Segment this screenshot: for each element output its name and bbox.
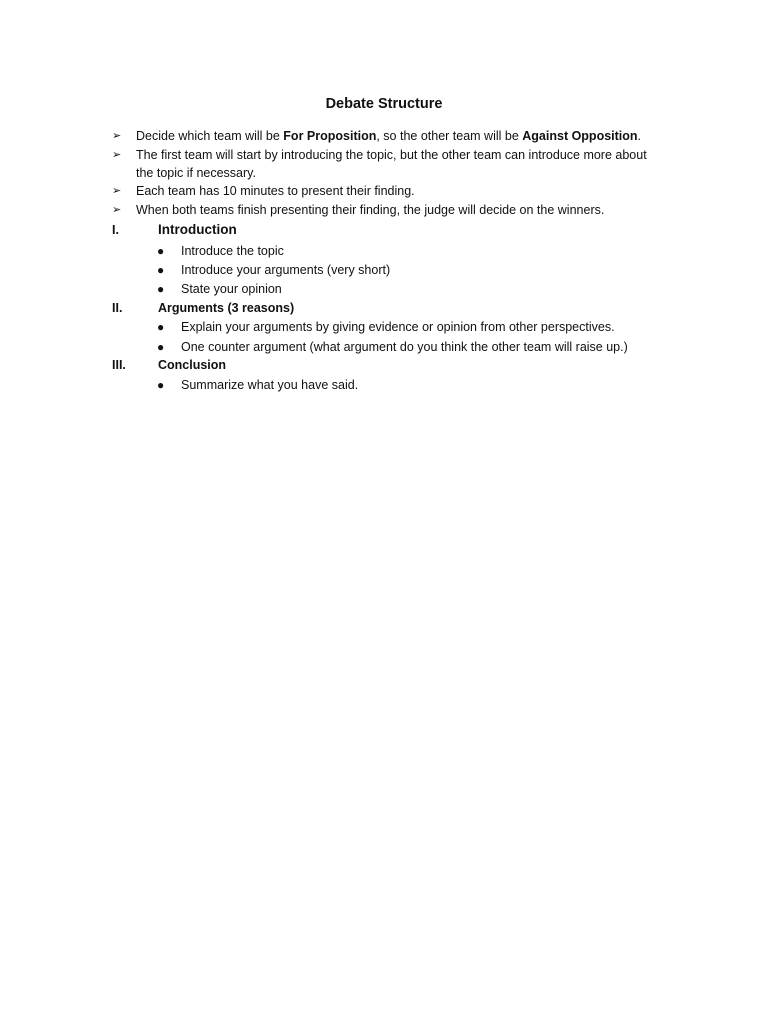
section-1-bullet-1: Introduce the topic: [181, 244, 284, 258]
section-3-bullet-1: Summarize what you have said.: [181, 378, 359, 392]
section-2-numeral: II.: [112, 301, 123, 315]
rule-1-suffix: .: [637, 129, 642, 143]
section-3-numeral: III.: [112, 358, 126, 372]
arrow-bullet-icon: ➢: [112, 185, 122, 197]
section-1-heading: Introduction: [158, 222, 237, 237]
section-2-bullet-1: Explain your arguments by giving evidence or opinion from other perspectives.: [181, 320, 615, 334]
section-2-heading: Arguments (3 reasons): [158, 301, 295, 315]
dot-bullet-icon: ●: [157, 263, 165, 277]
rule-1: [136, 127, 641, 145]
section-2-bullet-2: One counter argument (what argument do you think the other team will raise up.): [181, 340, 628, 354]
against-opposition-text: Against Opposition: [522, 129, 638, 143]
rule-3: Each team has 10 minutes to present their finding.: [136, 184, 415, 198]
arrow-bullet-icon: ➢: [112, 149, 122, 161]
dot-bullet-icon: ●: [157, 378, 165, 392]
document-title: Debate Structure: [325, 96, 443, 112]
rule-4: When both teams finish presenting their finding, the judge will decide on the winners.: [136, 203, 605, 217]
section-3-heading: Conclusion: [158, 358, 227, 372]
rule-2-line-1: The first team will start by introducing the topic, but the other team can introduce more about: [136, 148, 647, 162]
section-1-bullet-3: State your opinion: [181, 282, 282, 296]
dot-bullet-icon: ●: [157, 244, 165, 258]
arrow-bullet-icon: ➢: [112, 204, 122, 216]
dot-bullet-icon: ●: [157, 340, 165, 354]
section-1-bullet-2: Introduce your arguments (very short): [181, 263, 391, 277]
rule-2-line-2: the topic if necessary.: [136, 166, 256, 180]
arrow-bullet-icon: ➢: [112, 130, 122, 142]
dot-bullet-icon: ●: [157, 320, 165, 334]
rule-1-prefix: Decide which team will be: [136, 129, 284, 143]
dot-bullet-icon: ●: [157, 282, 165, 296]
section-1-numeral: I.: [112, 223, 119, 237]
rule-1-middle: , so the other team will be: [376, 129, 523, 143]
for-proposition-text: For Proposition: [283, 129, 377, 143]
